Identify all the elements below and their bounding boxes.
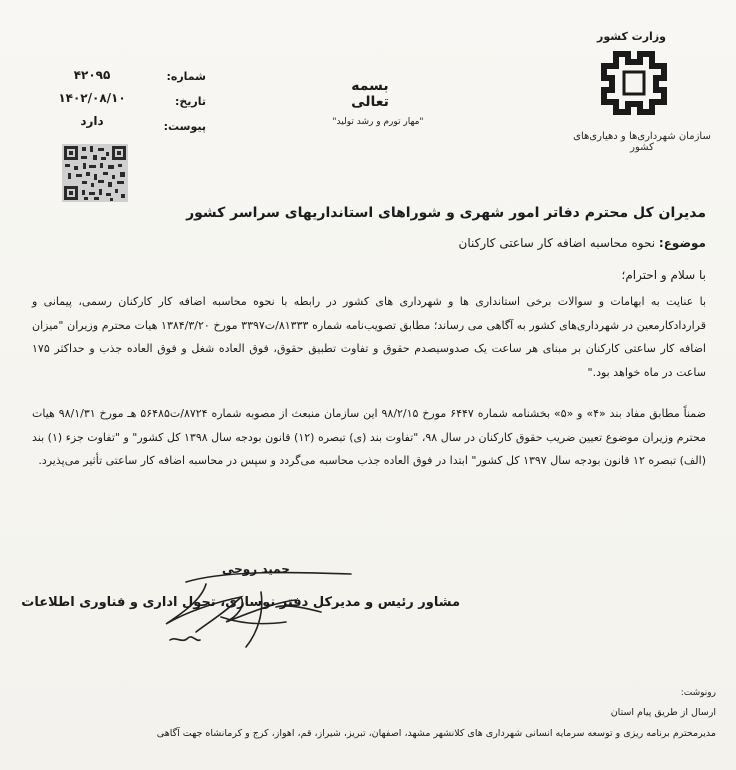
letter-number: ۴۲۰۹۵ xyxy=(73,68,111,82)
attachment-label: پیوست: xyxy=(163,120,206,133)
date-label: تاریخ: xyxy=(174,95,206,108)
cc-line-2: مدیرمحترم برنامه ریزی و توسعه سرمایه انسانی شهرداری های کلانشهر مشهد، اصفهان، تبریز، شیراز، قم، اهواز، کرج و کرمانشاه جهت آگاهی xyxy=(156,728,716,739)
addressee-line: مدیران کل محترم دفاتر امور شهری و شوراهای استانداریهای سراسر کشور xyxy=(186,205,706,221)
letter-meta-values xyxy=(44,68,140,137)
cc-label: رونوشت: xyxy=(680,688,716,698)
ministry-name: وزارت کشور xyxy=(597,30,666,43)
greeting: با سلام و احترام؛ xyxy=(621,268,706,282)
attachment-value: دارد xyxy=(80,114,104,128)
cc-line-1: ارسال از طریق پیام استان xyxy=(610,707,716,718)
organization-logo-icon xyxy=(598,48,670,118)
number-label: شماره: xyxy=(166,70,206,83)
subject-label: موضوع: xyxy=(658,236,706,250)
signatory-name: حمید روحی xyxy=(222,562,290,576)
body-paragraph-2: ضمناً مطابق مفاد بند «۴» و «۵» بخشنامه شماره ۶۴۴۷ مورخ ۹۸/۲/۱۵ این سازمان منبعث از مصوبه شماره ۸۷۲۴/ت۵۶۴۸۵ هـ مورخ ۹۸/۱/۳۱ هیات محترم وزیران موضوع تعیین ضریب حقوق کارکنان در سال ۹۸، "تفاوت بند (ی) تبصره (۱۲) قانون بودجه سال ۱۳۹۸ کل کشور" و "تفاوت جزء (۱) بند (الف) تبصره ۱۲ قانون بودجه سال ۱۳۹۷ کل کشور" ابتدا در فوق العاده جذب محاسبه می‌گردد و سپس در محاسبه اضافه کار ساعتی تأثیر می‌پذیرد. xyxy=(32,407,707,467)
letter-date: ۱۴۰۲/۰۸/۱۰ xyxy=(58,91,126,105)
year-slogan: "مهار تورم و رشد تولید" xyxy=(332,117,424,127)
qr-code-icon xyxy=(62,144,128,202)
signatory-title: مشاور رئیس و مدیرکل دفتر نوسازی، تحول اداری و فناوری اطلاعات xyxy=(21,595,460,610)
body-paragraph-1: با عنایت به ابهامات و سوالات برخی استانداری ها و شهرداری های کشور در رابطه با نحوه محاسبه اضافه کار کارکنان رسمی، پیمانی و قراردادکارمعین در شهرداری‌های کشور به آگاهی می رساند؛ مطابق تصویب‌نامه شماره ۸۱۳۳۳/ت۳۳۹۷ مورخ ۱۳۸۴/۳/۲۰ هیات محترم وزیران "میزان اضافه کار ساعتی کارکنان بر مبنای هر ساعت یک صدوسیصدم حقوق و تفاوت تطبیق حقوق، فوق العاده شغل و فوق العاده جذب و حداکثر ۱۷۵ ساعت در ماه خواهد بود." xyxy=(32,295,706,379)
letter-meta-labels xyxy=(158,70,206,145)
subject-line xyxy=(106,236,706,250)
organization-name: سازمان شهرداری‌ها و دهیاری‌های کشور xyxy=(573,131,711,153)
handwritten-signature xyxy=(146,562,366,662)
subject-text: نحوه محاسبه اضافه کار ساعتی کارکنان xyxy=(458,236,656,250)
bismillah-heading: بسمه تعالی xyxy=(351,78,389,110)
